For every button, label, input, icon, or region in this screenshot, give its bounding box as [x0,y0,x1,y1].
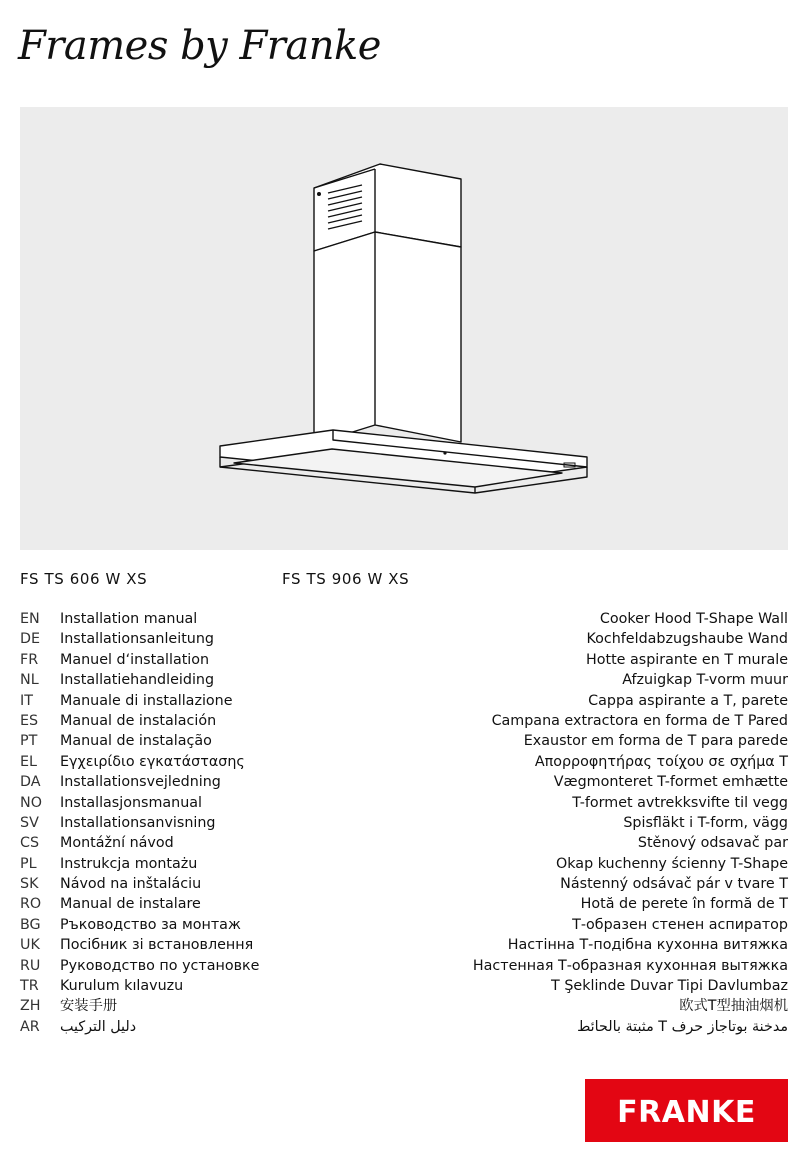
manual-title: Руководство по установке [60,957,260,974]
manual-title: Manual de instalación [60,712,217,729]
product-name: Afzuigkap T-vorm muur [622,672,788,689]
manual-title: Manual de instalação [60,733,212,750]
language-code: RU [20,957,41,974]
manual-title: Návod na inštaláciu [60,876,202,893]
product-name: T Şeklinde Duvar Tipi Davlumbaz [551,978,788,995]
language-code: NL [20,672,39,689]
product-name: Cooker Hood T-Shape Wall [599,611,788,627]
language-row-da [20,772,788,792]
product-name: Vægmonteret T-formet emhætte [553,774,788,791]
manual-title: Installationsvejledning [60,774,221,791]
language-row-it [20,691,788,711]
product-name: Kochfeldabzugshaube Wand [586,631,788,648]
manual-title: Montážní návod [60,835,174,852]
product-name: مثبتة بالحائط T مدخنة بوتاجاز حرف [577,1018,788,1035]
product-name: T-formet avtrekksvifte til vegg [572,794,788,811]
language-row-el [20,752,788,772]
language-code: RO [20,896,42,913]
product-name: Okap kuchenny ścienny T-Shape [556,855,788,872]
language-row-tr [20,976,788,996]
model-number-right: FS TS 906 W XS [282,570,410,588]
language-row-no [20,793,788,813]
language-code: FR [20,651,39,668]
product-name: Exaustor em forma de T para parede [523,733,788,750]
language-code: AR [20,1018,40,1035]
manual-title: Ръководство за монтаж [60,916,241,933]
language-row-sv [20,813,788,833]
franke-logo-text: FRANKE [617,1095,756,1130]
product-name: Т-образен стенен аспиратор [572,916,788,933]
language-code: PL [20,855,37,872]
language-code: DA [20,774,41,791]
product-name: Hotte aspirante en T murale [585,651,788,668]
language-row-ar [20,1017,788,1037]
language-row-es [20,711,788,731]
language-code: NO [20,794,42,811]
language-row-fr [20,650,788,670]
manual-title: Installation manual [60,611,198,627]
product-name: Spisfläkt i T-form, vägg [623,814,788,831]
language-code: ES [20,712,39,729]
language-row-cs [20,833,788,853]
product-name: Nástenný odsávač pár v tvare T [560,876,788,893]
manual-title: Manuale di installazione [60,692,233,709]
franke-logo [585,1079,788,1142]
language-code: TR [20,978,39,995]
manual-title: Instrukcja montażu [60,855,198,872]
language-row-uk [20,935,788,955]
product-name: Campana extractora en forma de T Pared [491,712,788,729]
language-row-bg [20,915,788,935]
language-code: IT [20,692,33,709]
language-code: SK [20,876,39,893]
manual-title: Installatiehandleiding [60,672,215,689]
manual-title: Kurulum kılavuzu [60,978,184,995]
language-list [20,609,788,1037]
language-code: CS [20,835,40,852]
product-name: Απορροφητήρας τοίχου σε σχήμα T [534,753,788,770]
language-code: SV [20,814,39,831]
model-number-left: FS TS 606 W XS [20,570,148,588]
manual-title: Manuel d‘installation [60,651,210,668]
language-row-ro [20,894,788,914]
manual-title: دليل التركيب [60,1018,137,1035]
language-code: EN [20,611,40,627]
cooker-hood-drawing [20,107,788,550]
manual-title: Manual de instalare [60,896,201,913]
language-code: DE [20,631,41,648]
language-code: EL [20,753,37,770]
language-row-nl [20,670,788,690]
manual-title: Installationsanvisning [60,814,216,831]
language-row-sk [20,874,788,894]
product-name: 欧式T型抽油烟机 [679,998,788,1015]
manual-title: Installasjonsmanual [60,794,203,811]
language-code: UK [20,937,40,954]
product-name: Cappa aspirante a T, parete [588,692,788,709]
manual-title: 安装手册 [60,998,118,1015]
language-row-en [20,609,788,629]
language-code: BG [20,916,41,933]
brand-script-logo: Frames by Franke [18,23,381,69]
product-name: Настінна Т-подібна кухонна витяжка [507,937,788,954]
language-code: PT [20,733,38,750]
manual-title: Εγχειρίδιο εγκατάστασης [60,753,245,770]
language-row-zh [20,996,788,1016]
language-row-ru [20,956,788,976]
product-name: Hotă de perete în formă de T [580,896,788,913]
product-name: Настенная Т-образная кухонная вытяжка [472,957,788,974]
product-illustration [20,107,788,550]
manual-title: Посібник зі встановлення [60,937,254,954]
product-name: Stěnový odsavač par [637,835,788,852]
language-row-pt [20,731,788,751]
language-row-de [20,629,788,649]
language-code: ZH [20,998,41,1015]
manual-title: Installationsanleitung [60,631,214,648]
language-row-pl [20,854,788,874]
